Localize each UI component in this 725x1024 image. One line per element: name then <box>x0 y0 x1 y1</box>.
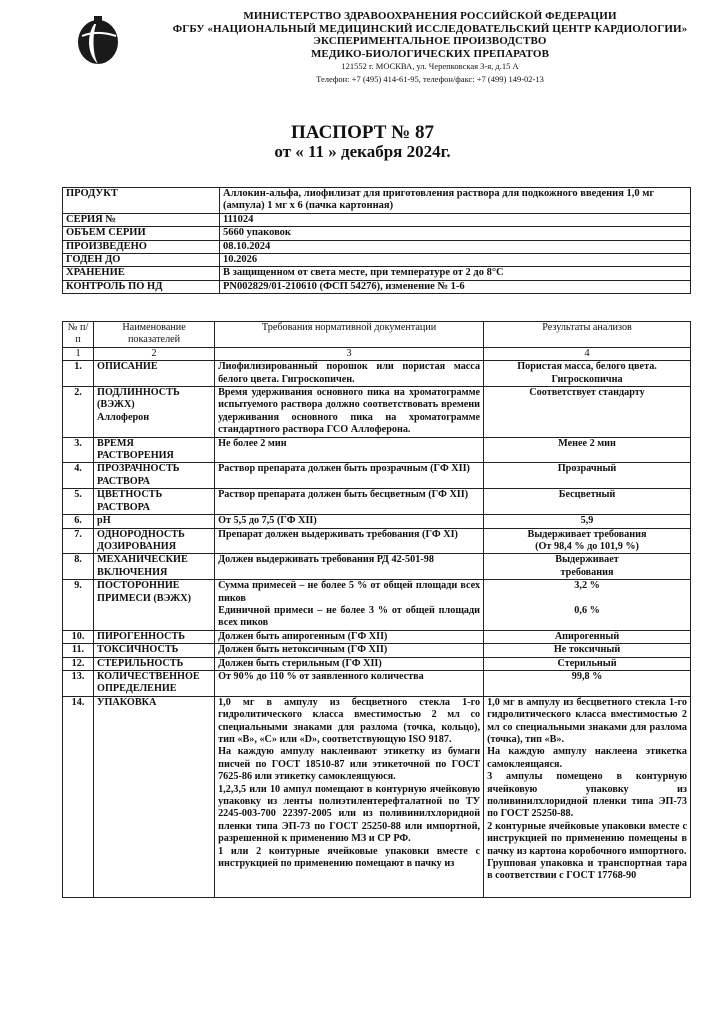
requirement: Лиофилизированный порошок или пористая масса белого цвета. Гигроскопичен. <box>215 361 484 387</box>
result: Пористая масса, белого цвета. Гигроскопична <box>484 361 691 387</box>
col-number: 1 <box>63 347 94 360</box>
indicator-name: ТОКСИЧНОСТЬ <box>94 644 215 657</box>
info-value: PN002829/01-210610 (ФСП 54276), изменение № 1-6 <box>220 280 691 293</box>
requirement: Препарат должен выдерживать требования (ГФ XI) <box>215 528 484 554</box>
indicator-name: ОДНОРОДНОСТЬ ДОЗИРОВАНИЯ <box>94 528 215 554</box>
indicator-name: ПОСТОРОННИЕ ПРИМЕСИ (ВЭЖХ) <box>94 580 215 631</box>
requirement: Раствор препарата должен быть бесцветным (ГФ XII) <box>215 489 484 515</box>
document-date: от « 11 » декабря 2024г. <box>274 142 451 161</box>
result: 1,0 мг в ампулу из бесцветного стекла 1-го гидролитического класса вместимостью 2 мл со специальными знаками для разлома (точка), тип «В». На каждую ампулу наклеена этикетка самоклеящаяся. 3 ампулы помещено в контурную ячейковую упаковку из поливинилхлоридной пленки типа ЭП-73 по ГОСТ 25250-88. 2 контурные ячейковые упаковки вместе с инструкцией по применению помещены в пачку из картона коробочного импортного. Групповая упаковка и транспортная тара в соответствии с ГОСТ 17768-90 <box>484 696 691 897</box>
info-value: 10.2026 <box>220 254 691 267</box>
result: 5,9 <box>484 515 691 528</box>
result: Бесцветный <box>484 489 691 515</box>
row-number: 11. <box>63 644 94 657</box>
table-row <box>63 463 691 489</box>
indicator-name: УПАКОВКА <box>94 696 215 897</box>
document-title: ПАСПОРТ № 87 <box>291 122 434 143</box>
info-key: СЕРИЯ № <box>63 213 220 226</box>
indicator-name: pH <box>94 515 215 528</box>
requirement: От 90% до 110 % от заявленного количества <box>215 670 484 696</box>
info-value: Аллокин-альфа, лиофилизат для приготовления раствора для подкожного введения 1,0 мг (ампула) 1 мг х 6 (пачка картонная) <box>220 188 691 214</box>
indicator-name: ПОДЛИННОСТЬ (ВЭЖХ) Аллоферон <box>94 387 215 438</box>
info-row <box>63 280 691 293</box>
result: Стерильный <box>484 657 691 670</box>
row-number: 8. <box>63 554 94 580</box>
result: Выдерживает требования (От 98,4 % до 101,9 %) <box>484 528 691 554</box>
table-row <box>63 696 691 897</box>
result: Не токсичный <box>484 644 691 657</box>
row-number: 9. <box>63 580 94 631</box>
info-key: ХРАНЕНИЕ <box>63 267 220 280</box>
row-number: 10. <box>63 630 94 643</box>
requirement: 1,0 мг в ампулу из бесцветного стекла 1-го гидролитического класса вместимостью 2 мл со специальными знаками для разлома (точка, кольцо), тип «В», «С» или «D», соответствующую ISO 9187. На каждую ампулу наклеивают этикетку из бумаги писчей по ГОСТ 18510-87 или этикеточной по ГОСТ 7625-86 или этикетку самоклеящуюся. 1,2,3,5 или 10 ампул помещают в контурную ячейковую упаковку из ленты полиэтилентерефталатной по ТУ 2245-003-700 22397-2005 или из поливинилхлоридной пленки типа ЭП-73 по ГОСТ 25250-88 или импортной, разрешенной к применению МЗ и СР РФ. 1 или 2 контурные ячейковые упаковки вместе с инструкцией по применению помещают в пачку из <box>215 696 484 897</box>
result: 3,2 % 0,6 % <box>484 580 691 631</box>
info-row <box>63 227 691 240</box>
info-row <box>63 267 691 280</box>
product-info-table <box>62 187 691 294</box>
info-row <box>63 213 691 226</box>
table-row <box>63 489 691 515</box>
institution-logo <box>72 14 124 66</box>
result: Менее 2 мин <box>484 437 691 463</box>
info-row <box>63 254 691 267</box>
requirement: Не более 2 мин <box>215 437 484 463</box>
header-line: МЕДИКО-БИОЛОГИЧЕСКИХ ПРЕПАРАТОВ <box>310 47 550 60</box>
header-line: ЭКСПЕРИМЕНТАЛЬНОЕ ПРОИЗВОДСТВО <box>313 35 547 47</box>
result: Соответствует стандарту <box>484 387 691 438</box>
indicator-name: МЕХАНИЧЕСКИЕ ВКЛЮЧЕНИЯ <box>94 554 215 580</box>
table-row <box>63 670 691 696</box>
indicator-name: ПРОЗРАЧНОСТЬ РАСТВОРА <box>94 463 215 489</box>
info-row <box>63 188 691 214</box>
indicator-name: ПИРОГЕННОСТЬ <box>94 630 215 643</box>
row-number: 2. <box>63 387 94 438</box>
indicator-name: ЦВЕТНОСТЬ РАСТВОРА <box>94 489 215 515</box>
row-number: 13. <box>63 670 94 696</box>
col-header: Результаты анализов <box>484 322 691 348</box>
row-number: 6. <box>63 515 94 528</box>
header-line: МИНИСТЕРСТВО ЗДРАВООХРАНЕНИЯ РОССИЙСКОЙ ФЕДЕРАЦИИ <box>243 10 617 22</box>
row-number: 1. <box>63 361 94 387</box>
col-header: Наименование показателей <box>94 322 215 348</box>
row-number: 7. <box>63 528 94 554</box>
requirement: Должен быть апирогенным (ГФ XII) <box>215 630 484 643</box>
indicator-name: СТЕРИЛЬНОСТЬ <box>94 657 215 670</box>
requirement: Должен быть стерильным (ГФ XII) <box>215 657 484 670</box>
header-address: 121552 г. МОСКВА, ул. Черепковская 3-я, д.15 А <box>341 61 519 71</box>
requirement: От 5,5 до 7,5 (ГФ XII) <box>215 515 484 528</box>
requirement: Должен выдерживать требования РД 42-501-98 <box>215 554 484 580</box>
col-header: Требования нормативной документации <box>215 322 484 348</box>
info-value: В защищенном от света месте, при температуре от 2 до 8°С <box>220 267 691 280</box>
col-number: 3 <box>215 347 484 360</box>
header-line: ФГБУ «НАЦИОНАЛЬНЫЙ МЕДИЦИНСКИЙ ИССЛЕДОВАТЕЛЬСКИЙ ЦЕНТР КАРДИОЛОГИИ» <box>172 22 688 35</box>
indicator-name: ВРЕМЯ РАСТВОРЕНИЯ <box>94 437 215 463</box>
col-number: 2 <box>94 347 215 360</box>
header-phone: Телефон: +7 (495) 414-61-95, телефон/факс: +7 (499) 149-02-13 <box>316 73 544 84</box>
info-key: ОБЪЕМ СЕРИИ <box>63 227 220 240</box>
info-key: ПРОДУКТ <box>63 188 220 214</box>
table-row <box>63 580 691 631</box>
requirement: Раствор препарата должен быть прозрачным (ГФ XII) <box>215 463 484 489</box>
info-value: 5660 упаковок <box>220 227 691 240</box>
result: Апирогенный <box>484 630 691 643</box>
table-row <box>63 437 691 463</box>
row-number: 4. <box>63 463 94 489</box>
result: 99,8 % <box>484 670 691 696</box>
row-number: 14. <box>63 696 94 897</box>
table-row <box>63 657 691 670</box>
table-row <box>63 554 691 580</box>
analysis-table <box>62 321 691 898</box>
requirement: Сумма примесей – не более 5 % от общей площади всех пиков Единичной примеси – не более 3 % от общей площади всех пиков <box>215 580 484 631</box>
info-value: 111024 <box>220 213 691 226</box>
requirement: Время удерживания основного пика на хроматограмме испытуемого раствора должно соответствовать времени удерживания основного пика на хроматограмме стандартного раствора ГСО Аллоферона. <box>215 387 484 438</box>
table-row <box>63 515 691 528</box>
table-row <box>63 387 691 438</box>
indicator-name: КОЛИЧЕСТВЕННОЕ ОПРЕДЕЛЕНИЕ <box>94 670 215 696</box>
info-key: КОНТРОЛЬ ПО НД <box>63 280 220 293</box>
result: Выдерживает требования <box>484 554 691 580</box>
info-value: 08.10.2024 <box>220 240 691 253</box>
row-number: 12. <box>63 657 94 670</box>
table-row <box>63 528 691 554</box>
row-number: 3. <box>63 437 94 463</box>
result: Прозрачный <box>484 463 691 489</box>
table-row <box>63 361 691 387</box>
info-key: ПРОИЗВЕДЕНО <box>63 240 220 253</box>
table-row <box>63 644 691 657</box>
table-number-row <box>63 347 691 360</box>
row-number: 5. <box>63 489 94 515</box>
table-header-row <box>63 322 691 348</box>
info-row <box>63 240 691 253</box>
indicator-name: ОПИСАНИЕ <box>94 361 215 387</box>
info-key: ГОДЕН ДО <box>63 254 220 267</box>
requirement: Должен быть нетоксичным (ГФ XII) <box>215 644 484 657</box>
letterhead <box>150 10 710 85</box>
table-row <box>63 630 691 643</box>
col-number: 4 <box>484 347 691 360</box>
col-header: № п/п <box>63 322 94 348</box>
